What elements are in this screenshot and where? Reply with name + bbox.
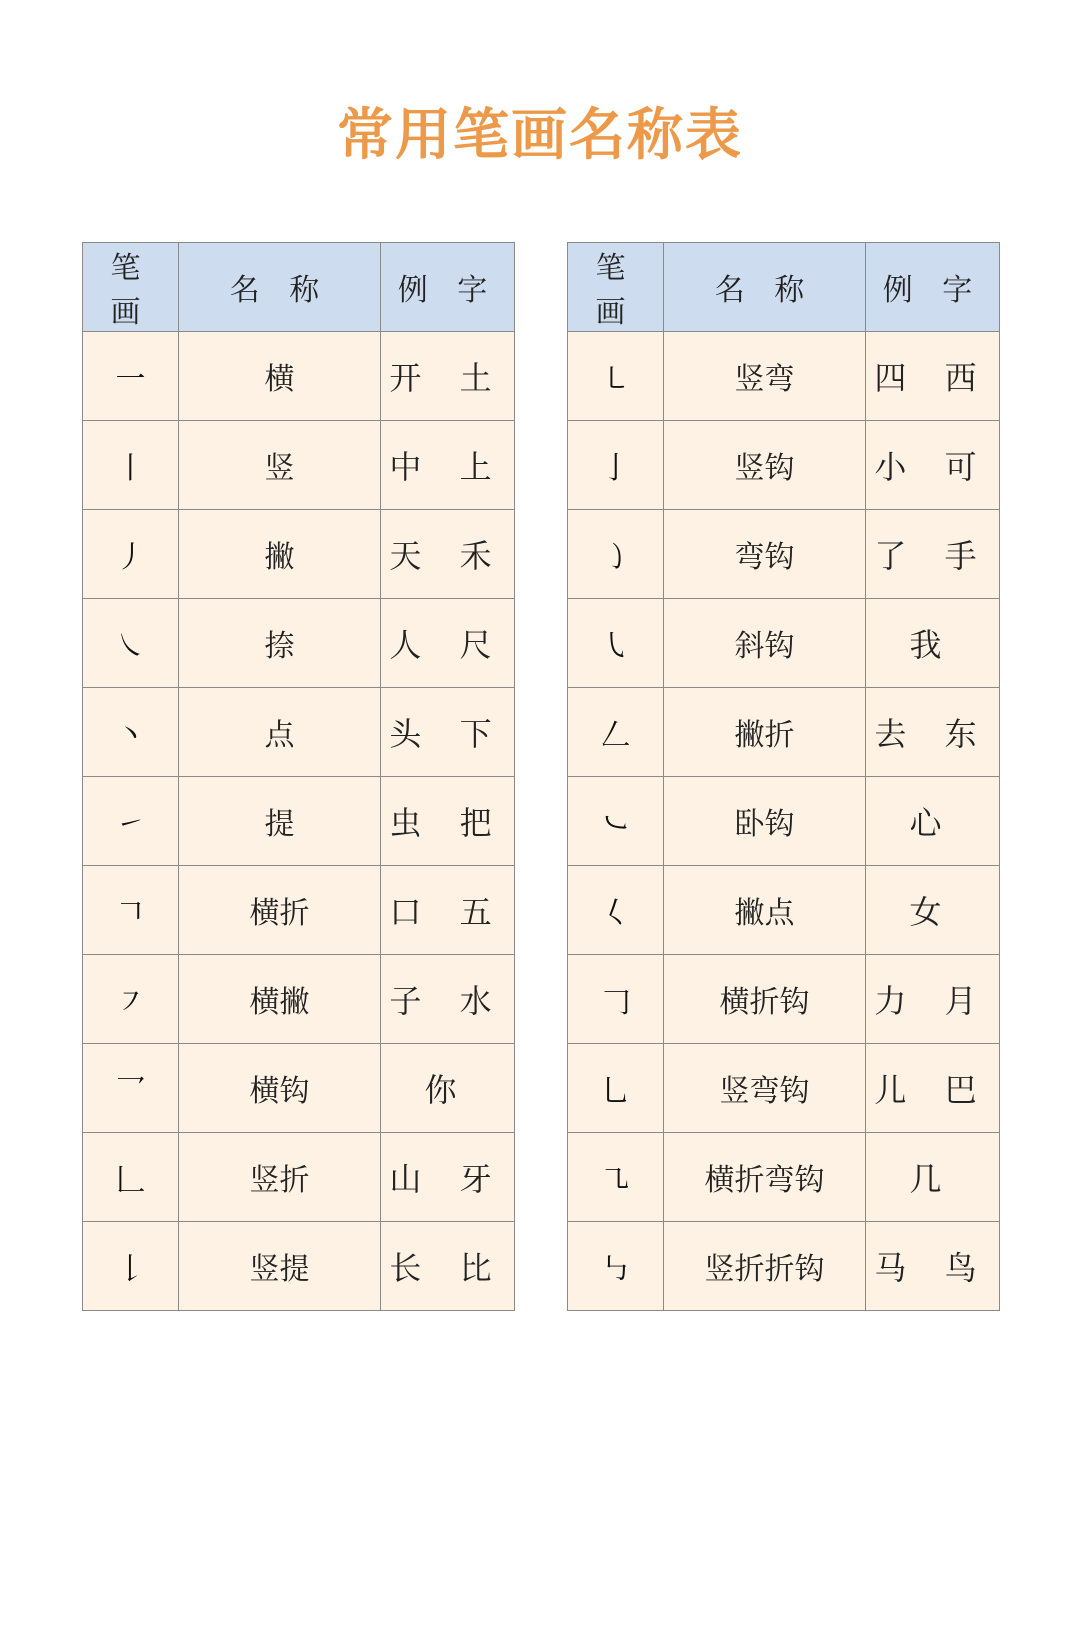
table-header-row [83, 243, 515, 332]
stroke-name: 竖钩 [734, 451, 795, 486]
example-chars: 马 鸟 [874, 1249, 991, 1287]
stroke-cell [568, 1133, 664, 1222]
example-cell [381, 421, 515, 510]
name-cell [179, 777, 381, 866]
stroke-cell [568, 866, 664, 955]
example-cell [866, 421, 1000, 510]
name-cell [664, 599, 866, 688]
stroke-cell [83, 1044, 179, 1133]
name-cell [664, 777, 866, 866]
stroke-name: 竖弯钩 [719, 1074, 810, 1109]
table-row [83, 1133, 515, 1222]
name-cell [664, 1222, 866, 1311]
table-row [568, 955, 1000, 1044]
example-chars: 几 [909, 1160, 956, 1198]
example-chars: 口 五 [389, 893, 506, 931]
table-row [83, 421, 515, 510]
stroke-name: 卧钩 [734, 807, 795, 842]
table-row [83, 955, 515, 1044]
example-cell [866, 510, 1000, 599]
example-chars: 去 东 [874, 715, 991, 753]
table-row [568, 599, 1000, 688]
stroke-glyph: ㇈ [600, 1163, 631, 1198]
example-cell [381, 510, 515, 599]
name-cell [179, 955, 381, 1044]
stroke-glyph: 亅 [600, 451, 631, 486]
example-chars: 力 月 [874, 982, 991, 1020]
name-cell [664, 421, 866, 510]
example-chars: 开 土 [389, 359, 506, 397]
stroke-glyph: ㇁ [600, 540, 631, 575]
stroke-cell [568, 510, 664, 599]
stroke-cell [83, 955, 179, 1044]
table-row [568, 866, 1000, 955]
stroke-name: 竖弯 [734, 362, 795, 397]
stroke-cell [568, 1044, 664, 1133]
example-cell [866, 866, 1000, 955]
example-cell [866, 688, 1000, 777]
table-row [83, 510, 515, 599]
stroke-name: 弯钩 [734, 540, 795, 575]
table-row [83, 599, 515, 688]
name-cell [179, 1133, 381, 1222]
stroke-name: 斜钩 [734, 629, 795, 664]
name-cell [179, 510, 381, 599]
table-row [83, 777, 515, 866]
stroke-glyph: 丿 [115, 540, 146, 575]
example-chars: 头 下 [389, 715, 506, 753]
stroke-glyph: ㇃ [600, 807, 631, 842]
stroke-glyph: 乚 [600, 1074, 631, 1109]
example-cell [381, 1222, 515, 1311]
example-cell [381, 688, 515, 777]
header-example: 例 字 [381, 243, 515, 332]
table-row [568, 510, 1000, 599]
stroke-cell [568, 777, 664, 866]
stroke-cell [83, 332, 179, 421]
table-row [83, 1044, 515, 1133]
stroke-glyph: 𠃋 [600, 718, 631, 753]
stroke-glyph: ㇇ [115, 985, 146, 1020]
stroke-glyph: 𠃍 [115, 896, 146, 931]
name-cell [664, 866, 866, 955]
example-chars: 人 尺 [389, 626, 506, 664]
table-row [568, 421, 1000, 510]
stroke-cell [83, 599, 179, 688]
name-cell [664, 510, 866, 599]
name-cell [664, 332, 866, 421]
example-chars: 子 水 [389, 982, 506, 1020]
stroke-cell [568, 688, 664, 777]
stroke-glyph: 𠄌 [115, 1252, 146, 1287]
stroke-name: 点 [264, 718, 295, 753]
example-cell [381, 777, 515, 866]
example-chars: 我 [909, 626, 956, 664]
stroke-cell [83, 510, 179, 599]
header-name: 名 称 [179, 243, 381, 332]
name-cell [179, 1222, 381, 1311]
stroke-glyph: ㇉ [600, 1252, 631, 1287]
example-chars: 虫 把 [389, 804, 506, 842]
header-name: 名 称 [664, 243, 866, 332]
table-row [568, 688, 1000, 777]
example-chars: 中 上 [389, 448, 506, 486]
stroke-name: 撇点 [734, 896, 795, 931]
stroke-glyph: 𠃌 [600, 985, 631, 1020]
name-cell [179, 866, 381, 955]
table-row [568, 1133, 1000, 1222]
stroke-table-left [82, 242, 515, 1311]
stroke-cell [568, 332, 664, 421]
stroke-name: 横 [264, 362, 295, 397]
table-header-row [568, 243, 1000, 332]
stroke-glyph: ㇏ [115, 629, 146, 664]
example-chars: 小 可 [874, 448, 991, 486]
example-cell [381, 599, 515, 688]
table-row [83, 332, 515, 421]
stroke-name: 横折 [249, 896, 310, 931]
name-cell [664, 688, 866, 777]
example-chars: 女 [909, 893, 956, 931]
header-example: 例 字 [866, 243, 1000, 332]
stroke-name: 横折弯钩 [704, 1163, 825, 1198]
stroke-cell [83, 866, 179, 955]
name-cell [179, 688, 381, 777]
example-chars: 长 比 [389, 1249, 506, 1287]
name-cell [179, 332, 381, 421]
example-cell [381, 955, 515, 1044]
example-cell [866, 332, 1000, 421]
stroke-name: 竖折折钩 [704, 1252, 825, 1287]
stroke-name: 撇折 [734, 718, 795, 753]
example-cell [381, 332, 515, 421]
stroke-glyph: 一 [115, 362, 146, 397]
stroke-cell [83, 688, 179, 777]
stroke-glyph: 乛 [115, 1074, 146, 1109]
name-cell [664, 1133, 866, 1222]
example-chars: 儿 巴 [874, 1071, 991, 1109]
stroke-glyph: ㇂ [600, 629, 631, 664]
stroke-table-right [567, 242, 1000, 1311]
stroke-name: 横折钩 [719, 985, 810, 1020]
stroke-glyph: 𠃊 [115, 1163, 146, 1198]
name-cell [664, 955, 866, 1044]
example-chars: 四 西 [874, 359, 991, 397]
stroke-name: 竖折 [249, 1163, 310, 1198]
table-row [83, 1222, 515, 1311]
example-cell [866, 599, 1000, 688]
stroke-cell [83, 777, 179, 866]
example-chars: 心 [909, 804, 956, 842]
page-title: 常用笔画名称表 [337, 102, 743, 168]
example-chars: 你 [424, 1071, 471, 1109]
table-row [568, 777, 1000, 866]
example-chars: 山 牙 [389, 1160, 506, 1198]
example-cell [866, 777, 1000, 866]
example-cell [381, 1044, 515, 1133]
stroke-glyph: ㇄ [600, 362, 631, 397]
table-row [568, 1044, 1000, 1133]
stroke-glyph: 丨 [115, 451, 146, 486]
stroke-cell [83, 1222, 179, 1311]
stroke-name: 横撇 [249, 985, 310, 1020]
example-chars: 天 禾 [389, 537, 506, 575]
example-cell [866, 1133, 1000, 1222]
table-row [83, 866, 515, 955]
name-cell [664, 1044, 866, 1133]
name-cell [179, 1044, 381, 1133]
stroke-glyph: 𡿨 [600, 896, 631, 931]
stroke-name: 竖 [264, 451, 295, 486]
table-row [568, 1222, 1000, 1311]
stroke-glyph: ㇀ [115, 807, 146, 842]
example-cell [381, 866, 515, 955]
stroke-name: 横钩 [249, 1074, 310, 1109]
example-chars: 了 手 [874, 537, 991, 575]
example-cell [381, 1133, 515, 1222]
stroke-cell [568, 421, 664, 510]
name-cell [179, 599, 381, 688]
example-cell [866, 1044, 1000, 1133]
stroke-cell [83, 421, 179, 510]
stroke-glyph: 丶 [115, 718, 146, 753]
stroke-name: 捺 [264, 629, 295, 664]
name-cell [179, 421, 381, 510]
example-cell [866, 955, 1000, 1044]
stroke-cell [568, 955, 664, 1044]
example-cell [866, 1222, 1000, 1311]
stroke-cell [568, 599, 664, 688]
table-row [568, 332, 1000, 421]
stroke-cell [83, 1133, 179, 1222]
table-row [83, 688, 515, 777]
stroke-name: 提 [264, 807, 295, 842]
stroke-name: 竖提 [249, 1252, 310, 1287]
header-stroke: 笔 画 [568, 243, 664, 332]
header-stroke: 笔 画 [83, 243, 179, 332]
stroke-cell [568, 1222, 664, 1311]
stroke-name: 撇 [264, 540, 295, 575]
